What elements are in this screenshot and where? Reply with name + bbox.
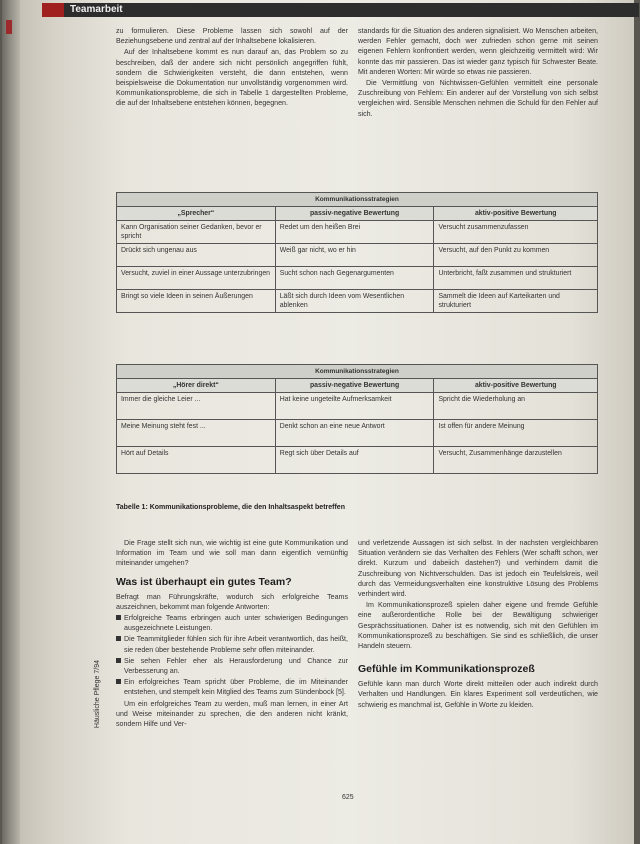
table-row [117, 290, 598, 313]
paragraph: zu formulieren. Diese Probleme lassen sich sowohl auf der Beziehungsebene und zentral auf der Inhaltsebene lokalisieren. [116, 27, 348, 46]
table-cell: Hört auf Details [117, 447, 276, 474]
column-3-text [116, 538, 348, 730]
bullet-item: Erfolgreiche Teams erbringen auch unter schwierigen Bedingungen ausgezeichnete Leistungen. [116, 613, 348, 633]
column-1-text [116, 26, 348, 110]
communication-table-listener [116, 364, 598, 474]
table-cell: Spricht die Wiederholung an [434, 393, 598, 420]
table-cell: Redet um den heißen Brei [275, 221, 434, 244]
table-cell: Sucht schon nach Gegenargumenten [275, 267, 434, 290]
journal-side-label [94, 660, 108, 770]
table-header: passiv-negative Bewertung [275, 207, 434, 221]
page [2, 0, 634, 844]
table-header: aktiv-positive Bewertung [434, 379, 598, 393]
table-cell: Meine Meinung steht fest ... [117, 420, 276, 447]
header-bar [64, 3, 639, 17]
table-cell: Hat keine ungeteilte Aufmerksamkeit [275, 393, 434, 420]
table-header: „Hörer direkt“ [117, 379, 276, 393]
header-title: Teamarbeit [70, 4, 123, 15]
table-cell: Weiß gar nicht, wo er hin [275, 244, 434, 267]
table-cell: Versucht, zuviel in einer Aussage unterzubringen [117, 267, 276, 290]
page-number: 625 [342, 794, 354, 801]
table-cell: Kann Organisation seiner Gedanken, bevor er spricht [117, 221, 276, 244]
paragraph: Befragt man Führungskräfte, wodurch sich erfolgreiche Teams auszeichnen, bekommt man folgende Antworten: [116, 592, 348, 611]
table-cell: Versucht zusammenzufassen [434, 221, 598, 244]
table-header: „Sprecher“ [117, 207, 276, 221]
table-cell: Bringt so viele Ideen in seinen Äußerungen [117, 290, 276, 313]
section-heading: Gefühle im Kommunikationsprozeß [358, 663, 535, 676]
journal-name: Häusliche Pflege 7/94 [94, 660, 101, 729]
table-row [117, 244, 598, 267]
table-header: passiv-negative Bewertung [275, 379, 434, 393]
communication-table-speaker [116, 192, 598, 313]
paragraph: Die Vermittlung von Nichtwissen-Gefühlen vermittelt eine personale Zuschreibung von Fehlern: Ein anderer auf der Vorstellung von sich selbst vergleichen wird. Sensible Menschen nehmen die Schuld für den Fehler auf sich. [358, 79, 598, 118]
paragraph: standards für die Situation des anderen signalisiert. Wo Menschen arbeiten, werden Fehler gemacht, doch wer zufrieden schon gerne mit seinen eigenen Fehlern konfrontiert werden, wenn gleichzeitig vermittelt wird: Wir konnte das mir passieren. Das ist wieder ganz typisch für Schwester Beate. Mit anderen Worten: Mir würde so etwas nie passieren. [358, 27, 598, 76]
paragraph: Um ein erfolgreiches Team zu werden, muß man lernen, in einer Art und Weise miteinander zu sprechen, die den anderen nicht kränkt, sondern Hilfe und Ver- [116, 699, 348, 729]
page-marker [6, 20, 12, 34]
table-cell: Versucht, auf den Punkt zu kommen [434, 244, 598, 267]
paragraph: Gefühle kann man durch Worte direkt mitteilen oder auch indirekt durch Verhalten und Handlungen. Ein klares Experiment soll verdeutlichen, wie schwierig es manchmal ist, Gefühle in Worte zu kleiden. [358, 680, 598, 709]
paragraph: Die Frage stellt sich nun, wie wichtig ist eine gute Kommunikation und Information im Team und wie soll man dann eigentlich vernünftig miteinander umgehen? [116, 539, 348, 568]
table-row [117, 267, 598, 290]
table-row [117, 447, 598, 474]
table-caption: Kommunikationsstrategien [117, 193, 598, 207]
paragraph: Im Kommunikationsprozeß spielen daher eigene und fremde Gefühle eine außerordentliche Rolle bei der Bewältigung schwieriger Gesprächssituationen. Daher ist es notwendig, sich mit den Gefühlen im Kommunikationsprozeß zu beschäftigen. Sie sind es schließlich, die unser Handeln steuern. [358, 601, 598, 651]
table-cell: Drückt sich ungenau aus [117, 244, 276, 267]
paragraph: Auf der Inhaltsebene kommt es nun darauf an, das Problem so zu beschreiben, daß der andere sich nicht persönlich angegriffen fühlt, sondern die Schwierigkeiten versteht, die dann entstehen, wenn beispielsweise die Dokumentation nur unvollständig vorgenommen wird. Kommunikationsprobleme, die sich in Tabelle 1 dargestellten Probleme, die auf der Inhaltsebene entstehen können, begegnen. [116, 48, 348, 108]
table-header: aktiv-positive Bewertung [434, 207, 598, 221]
table-cell: Unterbricht, faßt zusammen und strukturiert [434, 267, 598, 290]
binding-shadow [2, 0, 20, 844]
table-row [117, 420, 598, 447]
paragraph: und verletzende Aussagen ist sich selbst. In der nachsten vergleichbaren Situation verändern sie das Verhalten des Fehlers (Wer schafft schon, wer direkt. Kurzum und dabeiich dastehen?) und verhindern damit die Zuschreibung von Nichtverschulden. Das ist jedoch ein Teufelskreis, weil durch das Vermeidungsverhalten eine konstruktive Lösung des Problems verhindert wird. [358, 539, 598, 599]
table-caption: Kommunikationsstrategien [117, 365, 598, 379]
column-4-text [358, 538, 598, 711]
bullet-item: Sie sehen Fehler eher als Herausforderung und Chance zur Verbesserung an. [116, 656, 348, 676]
table-cell: Regt sich über Details auf [275, 447, 434, 474]
column-2-text [358, 26, 598, 120]
section-heading: Was ist überhaupt ein gutes Team? [116, 575, 292, 588]
table-row [117, 393, 598, 420]
table-cell: Sammelt die Ideen auf Karteikarten und strukturiert [434, 290, 598, 313]
table-cell: Versucht, Zusammenhänge darzustellen [434, 447, 598, 474]
table-row [117, 221, 598, 244]
table-cell: Ist offen für andere Meinung [434, 420, 598, 447]
table-cell: Läßt sich durch Ideen vom Wesentlichen ablenken [275, 290, 434, 313]
bullet-item: Die Teammitglieder fühlen sich für ihre Arbeit verantwortlich, das heißt, sie reden über bestehende Probleme sehr offen miteinander. [116, 634, 348, 654]
table-caption-text: Tabelle 1: Kommunikationsprobleme, die den Inhaltsaspekt betreffen [116, 504, 345, 511]
header-accent [42, 3, 66, 17]
bullet-item: Ein erfolgreiches Team spricht über Probleme, die im Miteinander entstehen, und stempelt kein Mitglied des Teams zum Sündenbock [5]. [116, 677, 348, 697]
table-cell: Denkt schon an eine neue Antwort [275, 420, 434, 447]
table-cell: Immer die gleiche Leier ... [117, 393, 276, 420]
